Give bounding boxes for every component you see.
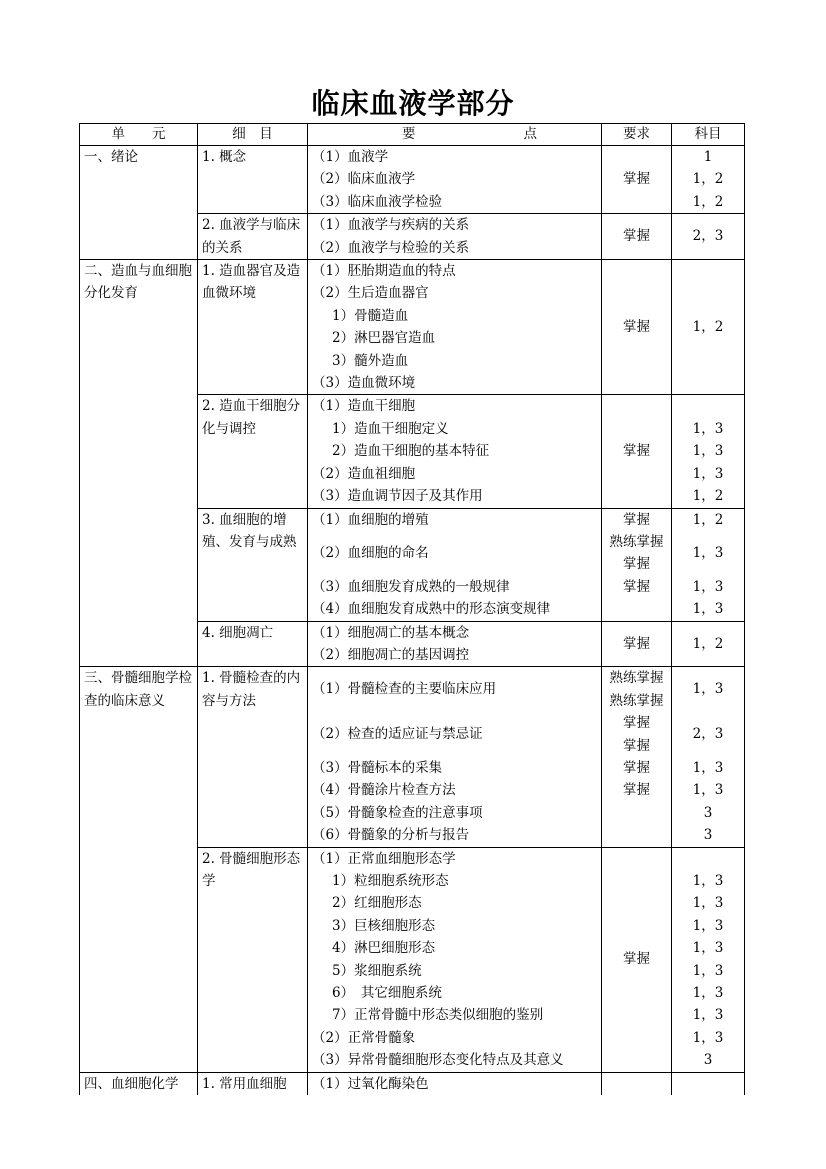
point-item: （1）正常血细胞形态学 <box>312 850 456 867</box>
subject-cell <box>672 395 745 508</box>
requirement-item: 掌握 <box>623 578 650 595</box>
point-item: （2）临床血液学 <box>312 171 416 188</box>
point-item: （2）血细胞的命名 <box>312 544 429 561</box>
subject-item: 1，3 <box>692 962 724 979</box>
point-item: （3）造血微环境 <box>312 375 416 392</box>
requirement-item: 掌握 <box>623 737 650 754</box>
detail-name: 3. 血细胞的增殖、发育与成熟 <box>198 508 308 621</box>
point-item: （2）造血祖细胞 <box>312 465 416 482</box>
header-points-left: 要 <box>402 126 416 142</box>
subject-cell <box>672 508 745 621</box>
subject-item: 1，2 <box>692 488 724 505</box>
subject-item: 1，3 <box>692 917 724 934</box>
point-item: 2）红细胞形态 <box>332 895 422 912</box>
point-item: （3）异常骨髓细胞形态变化特点及其意义 <box>312 1052 564 1069</box>
requirement-cell: 掌握 <box>602 214 672 260</box>
subject-item: 1，3 <box>692 872 724 889</box>
detail-name: 2. 骨髓细胞形态学 <box>198 847 308 1072</box>
points-cell <box>308 667 602 847</box>
header-detail: 细 目 <box>198 124 308 146</box>
point-item: （4）血细胞发育成熟中的形态演变规律 <box>312 601 551 618</box>
table-row <box>80 260 745 395</box>
header-requirement: 要求 <box>602 124 672 146</box>
subject-item <box>676 395 740 417</box>
subject-cell <box>672 1072 745 1095</box>
point-item: （3）骨髓标本的采集 <box>312 759 443 776</box>
point-item: （1）血液学与疾病的关系 <box>312 217 470 234</box>
subject-item: 1，3 <box>692 984 724 1001</box>
requirement-cell: 掌握 <box>602 146 672 214</box>
detail-name: 1. 造血器官及造血微环境 <box>198 260 308 395</box>
point-item: 3）巨核细胞形态 <box>332 917 436 934</box>
subject-item: 1，3 <box>692 544 724 561</box>
subject-cell <box>672 847 745 1072</box>
point-item: （2）检查的适应证与禁忌证 <box>312 726 483 743</box>
subject-item: 1，3 <box>692 940 724 957</box>
header-points-right: 点 <box>523 126 537 142</box>
detail-name: 1. 常用血细胞 <box>198 1072 308 1095</box>
detail-name: 2. 血液学与临床的关系 <box>198 214 308 260</box>
point-item: 5）浆细胞系统 <box>332 962 422 979</box>
requirement-cell <box>602 1072 672 1095</box>
point-item: 3）髓外造血 <box>332 352 409 369</box>
subject-cell <box>672 667 745 847</box>
point-item: （4）骨髓涂片检查方法 <box>312 782 456 799</box>
subject-item: 1，3 <box>692 465 724 482</box>
requirement-item: 掌握 <box>623 715 650 732</box>
subject-item: 1，3 <box>692 782 724 799</box>
point-item: （2）生后造血器官 <box>312 285 429 302</box>
point-item: （2）细胞凋亡的基因调控 <box>312 646 470 663</box>
subject-cell: 1，2 <box>672 260 745 395</box>
point-item: （5）骨髓象检查的注意事项 <box>312 804 483 821</box>
point-item: （3）造血调节因子及其作用 <box>312 488 483 505</box>
points-cell <box>308 214 602 260</box>
unit-name: 三、骨髓细胞学检查的临床意义 <box>80 667 198 1072</box>
requirement-item: 掌握 <box>623 782 650 799</box>
detail-name: 4. 细胞凋亡 <box>198 621 308 667</box>
requirement-cell: 掌握 <box>602 847 672 1072</box>
subject-item: 1，3 <box>692 759 724 776</box>
points-cell <box>308 1072 602 1095</box>
point-item: （1）胚胎期造血的特点 <box>312 263 456 280</box>
point-item: （1）血液学 <box>312 149 389 165</box>
subject-item: 1，3 <box>692 601 724 618</box>
points-cell <box>308 260 602 395</box>
point-item: （1）过氧化酶染色 <box>312 1075 429 1092</box>
points-cell <box>308 847 602 1072</box>
point-item: 6） 其它细胞系统 <box>332 984 442 1001</box>
detail-name: 2. 造血干细胞分化与调控 <box>198 395 308 508</box>
subject-item: 1，2 <box>692 511 724 528</box>
subject-item: 1，3 <box>692 681 724 698</box>
points-cell <box>308 146 602 214</box>
point-item: （2）正常骨髓象 <box>312 1029 416 1046</box>
point-item: 1）造血干细胞定义 <box>332 420 449 437</box>
requirement-cell <box>602 667 672 847</box>
subject-item: 1，2 <box>692 171 724 188</box>
point-item: （3）临床血液学检验 <box>312 193 443 210</box>
points-cell <box>308 508 602 621</box>
subject-item: 3 <box>703 827 713 844</box>
requirement-cell: 掌握 <box>602 621 672 667</box>
requirement-item: 熟练掌握 <box>609 670 664 687</box>
subject-item: 1 <box>703 149 713 165</box>
requirement-cell: 掌握 <box>602 395 672 508</box>
subject-item: 1，2 <box>692 193 724 210</box>
subject-item: 1，3 <box>692 420 724 437</box>
subject-item: 1，3 <box>692 443 724 460</box>
requirement-item: 掌握 <box>623 556 650 573</box>
requirement-cell: 掌握 <box>602 260 672 395</box>
point-item: （6）骨髓象的分析与报告 <box>312 827 470 844</box>
table-row <box>80 146 745 214</box>
point-item: 1）粒细胞系统形态 <box>332 872 449 889</box>
header-subject: 科目 <box>672 124 745 146</box>
points-cell <box>308 621 602 667</box>
point-item: （1）骨髓检查的主要临床应用 <box>312 681 497 698</box>
requirement-item: 掌握 <box>623 759 650 776</box>
point-item: 7）正常骨髓中形态类似细胞的鉴别 <box>332 1007 544 1024</box>
subject-item <box>676 848 740 870</box>
header-unit: 单 元 <box>80 124 198 146</box>
page-title: 临床血液学部分 <box>311 87 515 120</box>
table-row <box>80 1072 745 1095</box>
point-item: 2）淋巴器官造血 <box>332 330 436 347</box>
table-header-row <box>80 124 745 146</box>
point-item: （1）细胞凋亡的基本概念 <box>312 624 470 641</box>
unit-name: 一、绪论 <box>80 146 198 260</box>
point-item: （1）造血干细胞 <box>312 398 416 415</box>
header-points <box>308 124 602 146</box>
subject-cell <box>672 146 745 214</box>
subject-item: 1，3 <box>692 1007 724 1024</box>
requirement-cell <box>602 508 672 621</box>
subject-item: 2，3 <box>692 726 724 743</box>
point-item: （2）血液学与检验的关系 <box>312 239 470 256</box>
subject-item: 1，3 <box>692 895 724 912</box>
point-item: （1）血细胞的增殖 <box>312 511 429 528</box>
subject-item: 3 <box>703 804 713 821</box>
subject-item: 3 <box>703 1052 713 1069</box>
subject-cell: 2，3 <box>672 214 745 260</box>
point-item: 4）淋巴细胞形态 <box>332 940 436 957</box>
detail-name: 1. 概念 <box>198 146 308 214</box>
detail-name: 1. 骨髓检查的内容与方法 <box>198 667 308 847</box>
subject-item: 1，3 <box>692 1029 724 1046</box>
requirement-item: 熟练掌握 <box>609 692 664 709</box>
requirement-item: 掌握 <box>623 511 650 528</box>
points-cell <box>308 395 602 508</box>
requirement-item: 熟练掌握 <box>609 533 664 550</box>
unit-name: 四、血细胞化学 <box>80 1072 198 1095</box>
point-item: 1）骨髓造血 <box>332 307 409 324</box>
subject-item: 1，3 <box>692 578 724 595</box>
subject-cell: 1，2 <box>672 621 745 667</box>
unit-name: 二、造血与血细胞分化发育 <box>80 260 198 667</box>
point-item: 2）造血干细胞的基本特征 <box>332 443 490 460</box>
syllabus-table <box>79 123 745 1095</box>
point-item: （3）血细胞发育成熟的一般规律 <box>312 578 510 595</box>
table-row <box>80 667 745 847</box>
